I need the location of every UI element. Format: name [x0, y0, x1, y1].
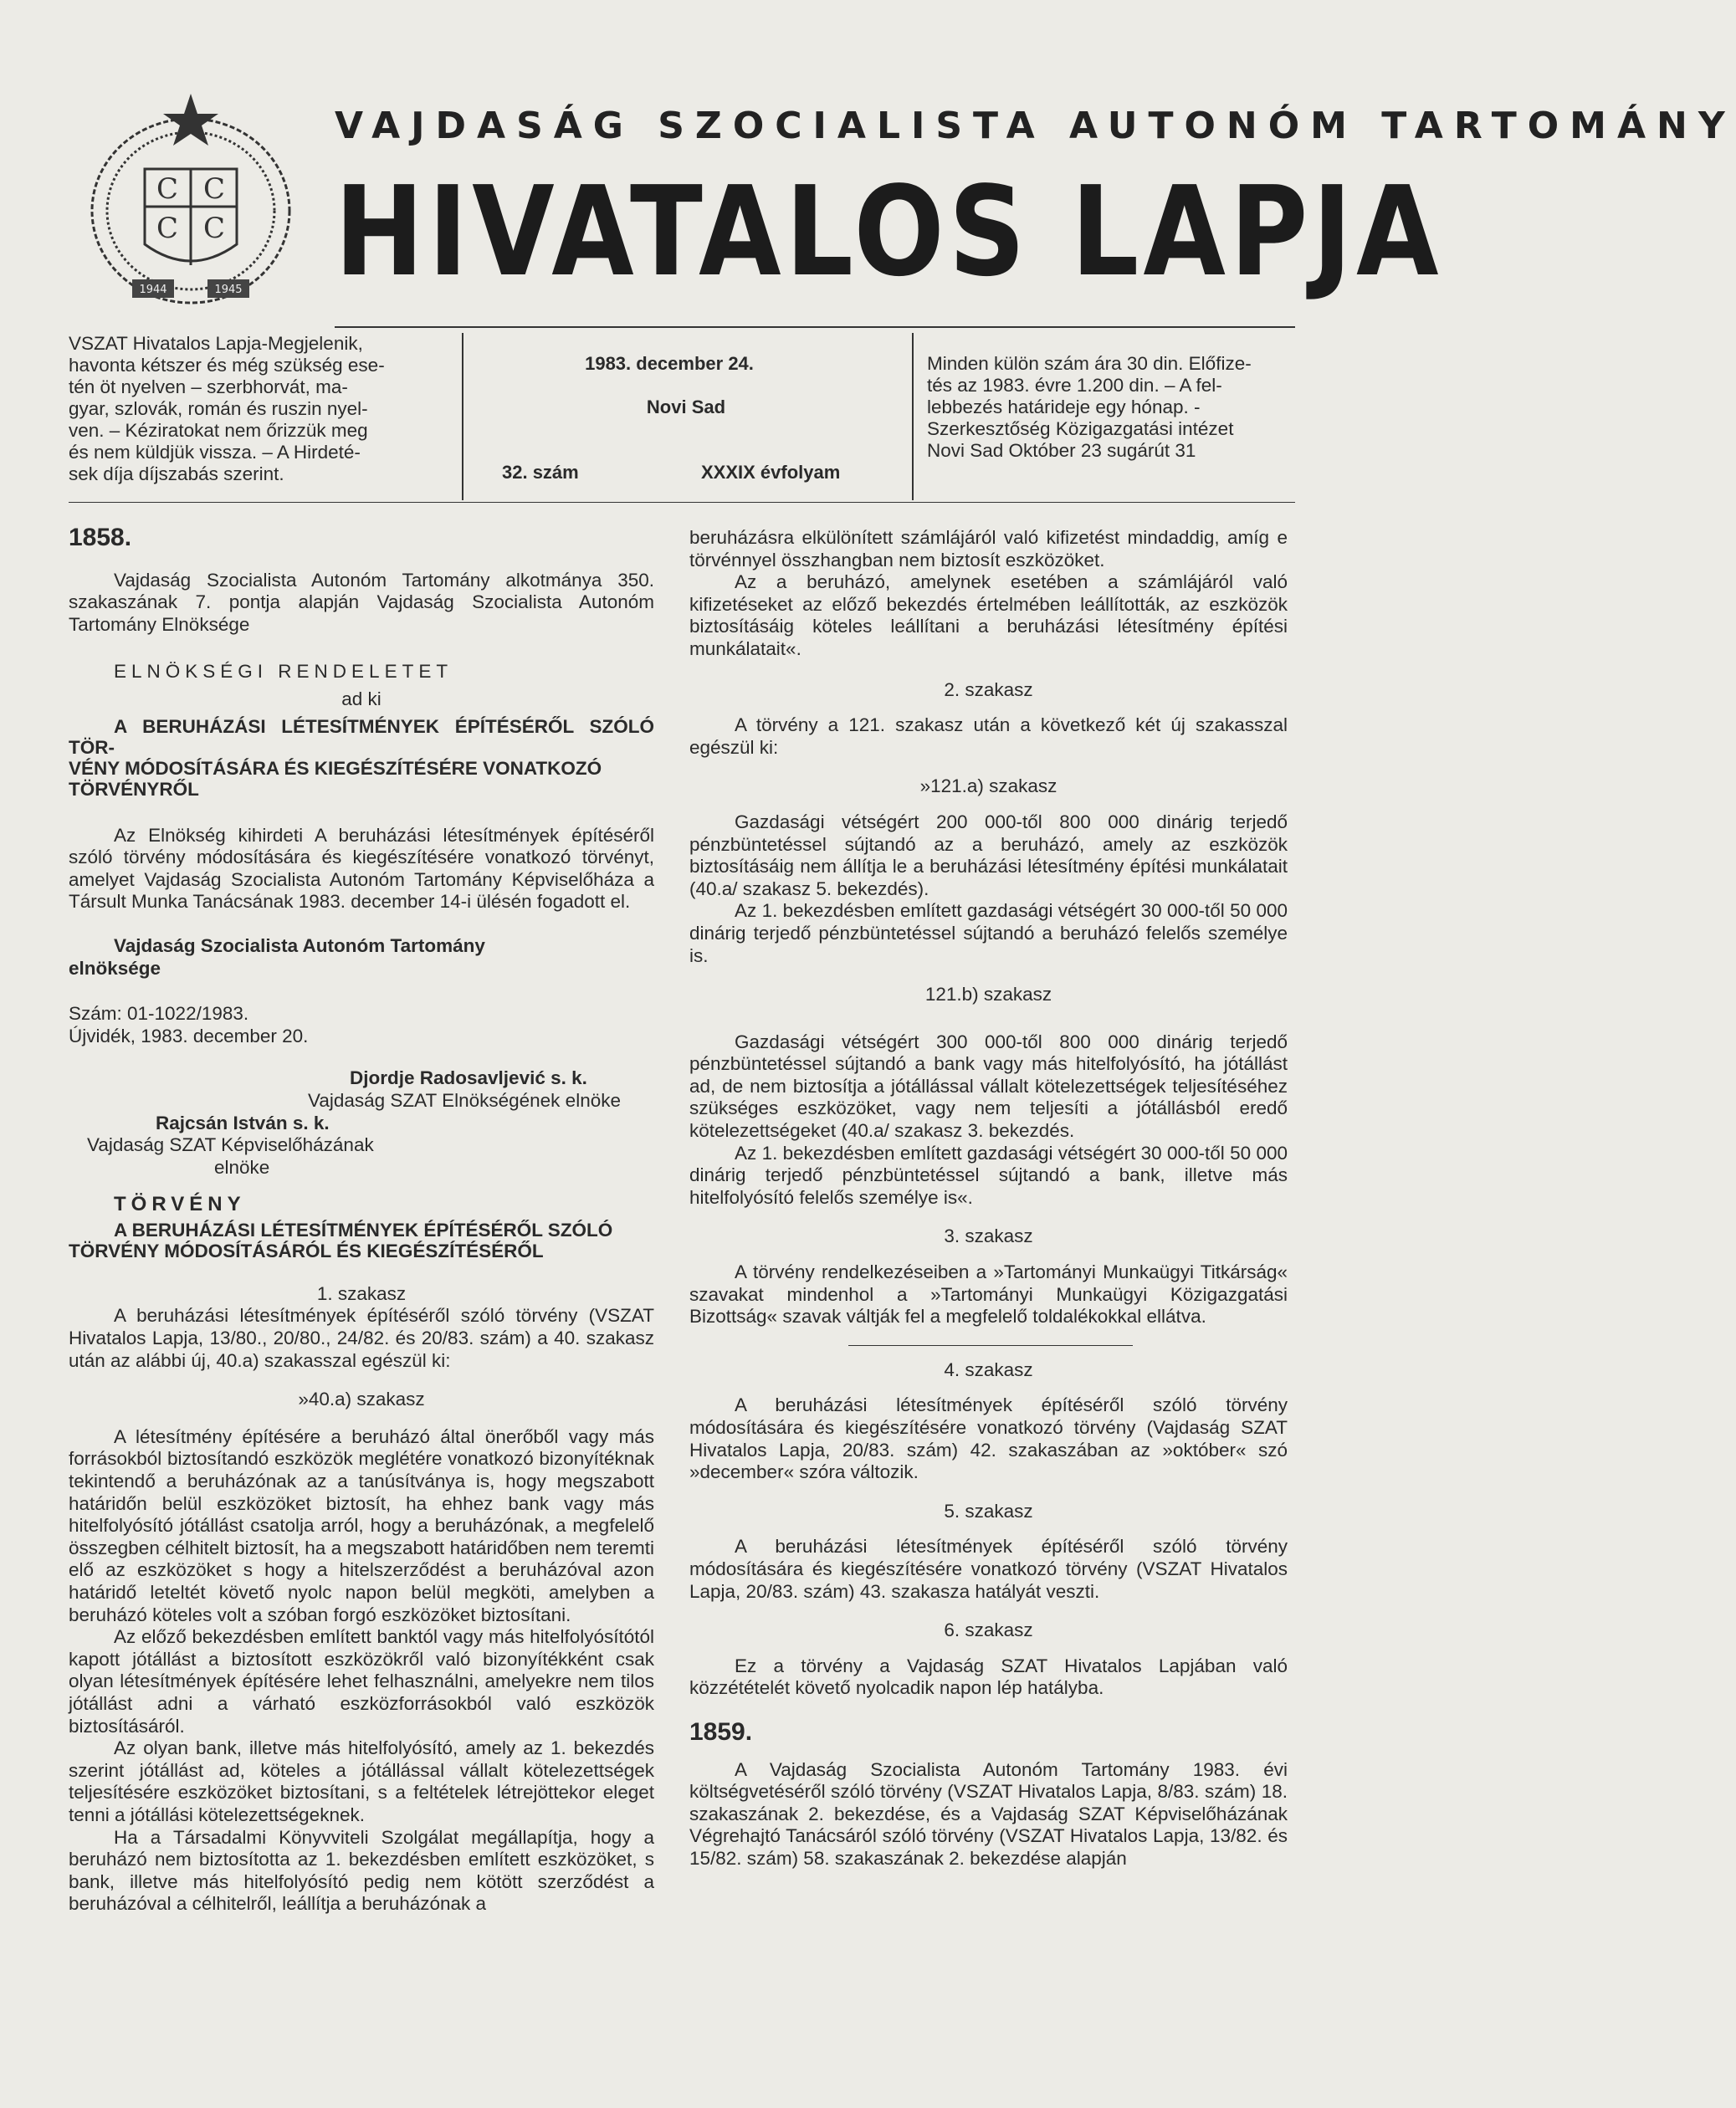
continued-para: Az a beruházó, amelynek esetében a számlájáról való kifizetéseket az előző bekezdés értelmében leállították, az eszközök biztosításáig köteles leállítani a beruházási létesítmény építési munkálatait«.	[689, 571, 1288, 659]
header-divider-right	[912, 333, 914, 500]
decree-title: ELNÖKSÉGI RENDELETET	[114, 661, 453, 683]
header-top-rule	[335, 326, 1295, 328]
reference-number: Szám: 01-1022/1983.	[69, 1003, 249, 1025]
svg-text:1944: 1944	[139, 284, 167, 296]
law-title: TÖRVÉNY	[114, 1193, 246, 1216]
section-40a-para-3: Az olyan bank, illetve más hitelfolyósító, amely az 1. bekezdés szerint jótállást ad, köteles a jótállással vállalt kötelezettségek teljesítésére eszközöket biztosítani, s a feltételek létrejöttekor eleget tenni a jótállási kötelezettségeknek.	[69, 1737, 654, 1825]
header-divider-left	[462, 333, 463, 500]
svg-text:C: C	[202, 212, 226, 245]
reference-place-date: Újvidék, 1983. december 20.	[69, 1025, 309, 1046]
signature-1-role: Vajdaság SZAT Elnökségének elnöke	[308, 1089, 621, 1111]
signature-2-role: Vajdaság SZAT Képviselőházának	[87, 1134, 374, 1156]
section-3-text: A törvény rendelkezéseiben a »Tartományi Munkaügyi Titkárság« szavakat mindenhol a »Tartományi Munkaügyi Közigazgatási Bizottság« szavak váltják fel a megfelelő toldalékokkal ellátva.	[689, 1261, 1288, 1328]
signature-2-name: Rajcsán István s. k.	[156, 1112, 330, 1133]
continued-text: beruházásra elkülönített számlájáról való kifizetést mindaddig, amíg e törvénnyel összhangban nem biztosít eszközöket.	[689, 527, 1288, 570]
signature-1-name: Djordje Radosavljević s. k.	[350, 1067, 587, 1089]
section-40a-para-2: Az előző bekezdésben említett banktól vagy más hitelfolyósítótól kapott jótállást a biztosított eszközökről való bizonyítékként csak olyan létesítmények építésére lehet felhasználni, amelyekre nem tilos jótállást adni a várható eszközforrásokból való eszközök biztosításáról.	[69, 1626, 654, 1737]
section-5-heading: 5. szakasz	[944, 1500, 1033, 1522]
issue-number: 32. szám	[502, 462, 579, 483]
svg-text:C: C	[156, 172, 179, 206]
section-40a-para-1: A létesítmény építésére a beruházó által önerőből vagy más forrásokból biztosítandó eszközök meglétére vonatkozó bizonyítéknak tekintendő a beruházónak az a tanúsítványa is, hogy megszabott határidőn belül eszközöket biztosít, ha ehhez bank vagy más hitelfolyósító jótállást csatolja arról, hogy a beruházónak, a megfelelő összegben célhitelt biztosít, ha a megszabott határidőben nem teremti elő az eszközöket s hogy a hitelszerződést a beruházóval azon határidő leteltét követő nyolc napon belül megköti, amelyben a beruházó köteles volt a szóban forgó eszközöket biztosítani.	[69, 1425, 654, 1625]
act-number-1859: 1859.	[689, 1717, 753, 1746]
decree-subject: A BERUHÁZÁSI LÉTESÍTMÉNYEK ÉPÍTÉSÉRŐL SZÓLÓ TÖR- VÉNY MÓDOSÍTÁSÁRA ÉS KIEGÉSZÍTÉSÉRE VONATKOZÓ TÖRVÉNYRŐL	[69, 715, 654, 800]
masthead-subtitle: VAJDASÁG SZOCIALISTA AUTONÓM TARTOMÁNY	[335, 105, 1736, 147]
section-121a-para-1: Gazdasági vétségért 200 000-től 800 000 dinárig terjedő pénzbüntetéssel sújtandó az a beruházó, amely az eszközök biztosításáig nem állítja le a beruházási létesítmény építési munkálatait (40.a/ szakasz 5. bekezdés).	[689, 811, 1288, 899]
act-number-1858: 1858.	[69, 524, 132, 551]
svg-text:C: C	[202, 172, 226, 206]
svg-text:1945: 1945	[214, 284, 243, 296]
section-121a-heading: »121.a) szakasz	[919, 775, 1057, 797]
section-5-text: A beruházási létesítmények építéséről szóló törvény módosítására és kiegészítésére vonatkozó törvény (VSZAT Hivatalos Lapja, 20/83. szám) 43. szakasza hatályát veszti.	[689, 1536, 1288, 1602]
preamble: Vajdaság Szocialista Autonóm Tartomány alkotmánya 350. szakaszának 7. pontja alapján Vajdaság Szocialista Autonóm Tartomány Elnöksége	[69, 569, 654, 635]
section-4-heading: 4. szakasz	[944, 1358, 1033, 1380]
section-40a-para-4: Ha a Társadalmi Könyvviteli Szolgálat megállapítja, hogy a beruházó nem biztosította az 1. bekezdésben említett eszközöket, s bank, illetve más hitelfolyósító pedig nem kötött szerződést a beruházóval a célhitelről, leállítja a beruházónak a	[69, 1826, 654, 1915]
act-1859-preamble: A Vajdaság Szocialista Autonóm Tartomány 1983. évi költségvetéséről szóló törvény (VSZAT Hivatalos Lapja, 8/83. szám) 18. szakaszának 2. bekezdése, és a Vajdaság SZAT Képviselőházának Végrehajtó Tanácsáról szóló törvény (VSZAT Hivatalos Lapja, 13/82. és 15/82. szám) 58. szakaszának 2. bekezdése alapján	[689, 1758, 1288, 1869]
section-3-heading: 3. szakasz	[944, 1225, 1033, 1247]
law-subject: A BERUHÁZÁSI LÉTESÍTMÉNYEK ÉPÍTÉSÉRŐL SZÓLÓ TÖRVÉNY MÓDOSÍTÁSÁRÓL ÉS KIEGÉSZÍTÉSÉRŐL	[69, 1219, 613, 1261]
section-121b-para-2: Az 1. bekezdésben említett gazdasági vétségért 30 000-től 50 000 dinárig terjedő pénzbüntetéssel sújtandó a bank, illetve más hitelfolyósító felelős személye is«.	[689, 1142, 1288, 1208]
promulgation-text: Az Elnökség kihirdeti A beruházási létesítmények építéséről szóló törvény módosítására és kiegészítésére vonatkozó törvényt, amelyet Vajdaság Szocialista Autonóm Tartomány Képviselőháza a Társult Munka Tanácsának 1983. december 14-i ülésén fogadott el.	[69, 824, 654, 913]
section-6-heading: 6. szakasz	[944, 1619, 1033, 1641]
issuing-body: Vajdaság Szocialista Autonóm Tartomány elnöksége	[69, 934, 485, 979]
pricing-info: Minden külön szám ára 30 din. Előfize- tés az 1983. évre 1.200 din. – A fel- lebbezés határideje egy hónap. - Szerkesztőség Közigazgatási intézet Novi Sad Október 23 sugárút 31	[927, 353, 1252, 461]
svg-text:C: C	[156, 212, 179, 245]
section-2-heading: 2. szakasz	[944, 678, 1033, 700]
issue-volume: XXXIX évfolyam	[701, 462, 841, 483]
right-column	[689, 527, 1288, 1870]
section-40a-heading: »40.a) szakasz	[298, 1389, 425, 1410]
section-2-text: A törvény a 121. szakasz után a következő két új szakasszal egészül ki:	[689, 714, 1288, 758]
publication-info: VSZAT Hivatalos Lapja-Megjelenik, havonta kétszer és még szükség ese- tén öt nyelven – szerbhorvát, ma- gyar, szlovák, román és ruszin nyel- ven. – Kéziratokat nem őrizzük meg és nem küldjük vissza. – A Hirdeté- sek díja díjszabás szerint.	[69, 333, 385, 484]
issue-date: 1983. december 24.	[585, 353, 754, 374]
section-6-text: Ez a törvény a Vajdaság SZAT Hivatalos Lapjában való közzétételét követő nyolcadik napon lép hatályba.	[689, 1655, 1288, 1699]
issue-place: Novi Sad	[646, 397, 726, 417]
header-bottom-rule	[69, 502, 1295, 503]
section-121b-para-1: Gazdasági vétségért 300 000-től 800 000 dinárig terjedő pénzbüntetéssel sújtandó a bank vagy más hitelfolyósító, ha jótállást ad, de nem biztosítja a jótállással vállalt kötelezettségek teljesítéséhez szükséges eszközöket, vagy nem teljesíti a jótállásból eredő kötelezettségeket (40.a/ szakasz 3. bekezdés.	[689, 1031, 1288, 1142]
decree-sub: ad ki	[341, 688, 382, 709]
signature-2-role-cont: elnöke	[214, 1156, 270, 1178]
masthead-title: HIVATALOS LAPJA	[335, 160, 1443, 304]
section-separator	[848, 1345, 1133, 1346]
section-121b-heading: 121.b) szakasz	[924, 984, 1052, 1005]
section-1-heading: 1. szakasz	[316, 1282, 407, 1304]
coat-of-arms-emblem	[65, 77, 316, 328]
section-121a-para-2: Az 1. bekezdésben említett gazdasági vétségért 30 000-től 50 000 dinárig terjedő pénzbüntetéssel sújtandó a beruházó felelős személye is.	[689, 900, 1288, 966]
section-1-text: A beruházási létesítmények építéséről szóló törvény (VSZAT Hivatalos Lapja, 13/80., 20/80., 24/82. és 20/83. szám) a 40. szakasz után az alábbi új, 40.a) szakasszal egészül ki:	[69, 1305, 654, 1371]
left-column	[69, 524, 654, 1916]
section-4-text: A beruházási létesítmények építéséről szóló törvény módosítására és kiegészítésére vonatkozó törvény (Vajdaság SZAT Hivatalos Lapja, 20/83. szám) 42. szakaszában az »október« szó »december« szóra változik.	[689, 1394, 1288, 1483]
